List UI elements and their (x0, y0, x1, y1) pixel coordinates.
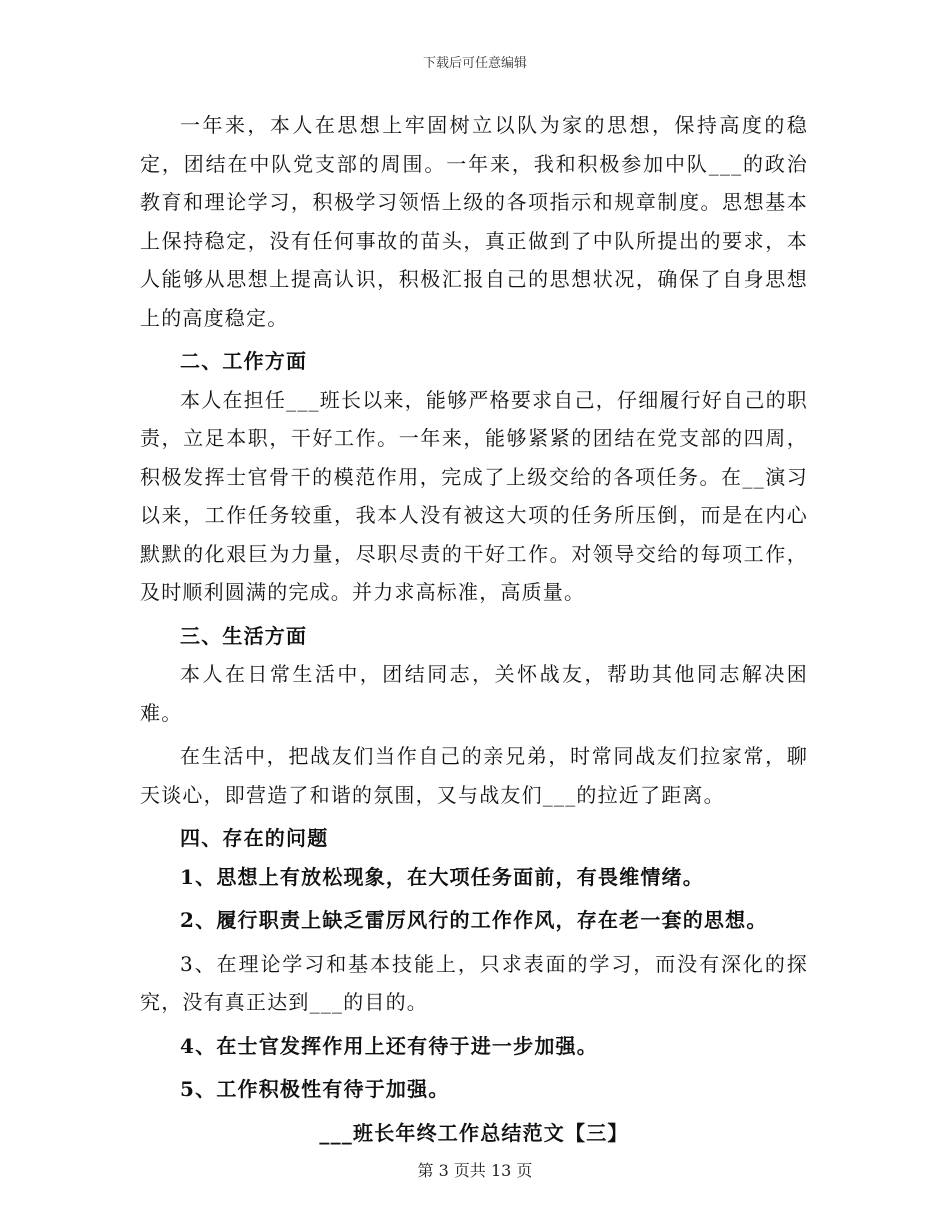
problem-item-2: 2、履行职责上缺乏雷厉风行的工作作风，存在老一套的思想。 (180, 908, 768, 932)
document-body (140, 106, 808, 1152)
heading-life: 三、生活方面 (180, 623, 308, 648)
paragraph-life-2: 在生活中，把战友们当作自己的亲兄弟，时常同战友们拉家常，聊天谈心，即营造了和谐的氛围，又与战友们___的拉近了距离。 (140, 744, 808, 807)
paragraph-thought: 一年来，本人在思想上牢固树立以队为家的思想，保持高度的稳定，团结在中队党支部的周围。一年来，我和积极参加中队___的政治教育和理论学习，积极学习领悟上级的各项指示和规章制度。思想基本上保持稳定，没有任何事故的苗头，真正做到了中队所提出的要求，本人能够从思想上提高认识，积极汇报自己的思想状况，确保了自身思想上的高度稳定。 (140, 113, 808, 330)
problem-item-1: 1、思想上有放松现象，在大项任务面前，有畏维情绪。 (180, 864, 704, 889)
problem-item-3: 3、在理论学习和基本技能上，只求表面的学习，而没有深化的探究，没有真正达到___的目的。 (140, 951, 808, 1014)
paragraph-work: 本人在担任___班长以来，能够严格要求自己，仔细履行好自己的职责，立足本职，干好工作。一年来，能够紧紧的团结在党支部的四周，积极发挥士官骨干的模范作用，完成了上级交给的各项任务。在__演习以来，工作任务较重，我本人没有被这大项的任务所压倒，而是在内心默默的化艰巨为力量，尽职尽责的干好工作。对领导交给的每项工作，及时顺利圆满的完成。并力求高标准，高质量。 (140, 387, 808, 604)
section-title: ___班长年终工作总结范文【三】 (319, 1120, 629, 1145)
heading-problems: 四、存在的问题 (180, 826, 329, 850)
problem-item-4: 4、在士官发挥作用上还有待于进一步加强。 (180, 1033, 598, 1058)
page-number: 第 3 页共 13 页 (417, 1161, 533, 1180)
problem-item-5: 5、工作积极性有待于加强。 (180, 1077, 450, 1101)
paragraph-life-1: 本人在日常生活中，团结同志，关怀战友，帮助其他同志解决困难。 (140, 662, 808, 725)
heading-work: 二、工作方面 (180, 349, 308, 373)
page-header: 下载后可任意编辑 (422, 56, 527, 71)
